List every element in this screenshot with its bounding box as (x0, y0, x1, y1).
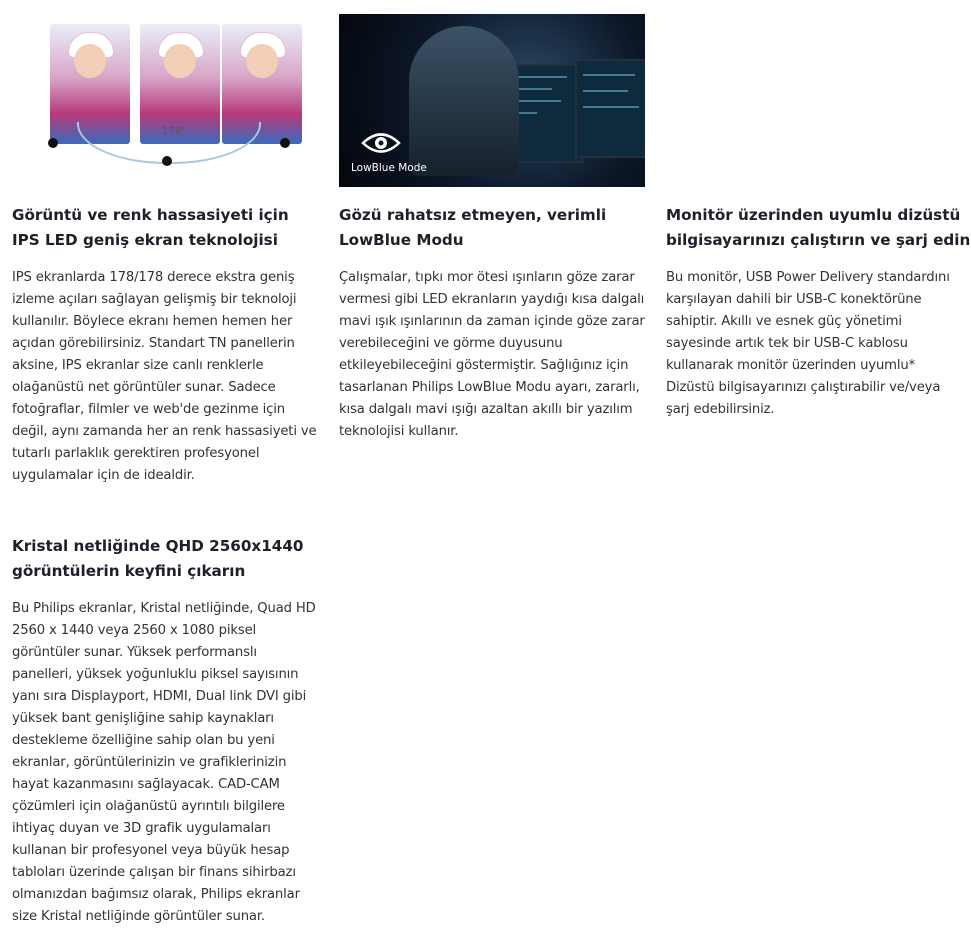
feature-description: Bu monitör, USB Power Delivery standardını karşılayan dahili bir USB-C konektörüne sahiptir. Akıllı ve esnek güç yönetimi sayesinde artık tek bir USB-C kablosu kullanarak monitör üzerinden uyumlu* Dizüstü bilgisayarınızı çalıştırabilir ve/veya şarj edebilirsiniz. (666, 270, 950, 417)
feature-title: Görüntü ve renk hassasiyeti için IPS LED geniş ekran teknolojisi (12, 206, 289, 249)
ips-viewing-angle-image (12, 14, 318, 187)
person-silhouette (409, 26, 519, 176)
viewer-icon (162, 156, 172, 166)
feature-description: Bu Philips ekranlar, Kristal netliğinde, Quad HD 2560 x 1440 veya 2560 x 1080 piksel görüntüler sunar. Yüksek performanslı panelleri, yüksek yoğunluklu piksel sayısının yanı sıra Displayport, HDMI, Dual link DVI gibi yüksek bant genişliğine sahip kaynakları destekleme özelliğine sahip olan bu yeni ekranlar, görüntülerinizin ve grafiklerinizin hayat kazanmasını sağlayacak. CAD-CAM çözümleri için olağanüstü ayrıntılı bilgilere ihtiyaç duyan ve 3D grafik uygulamaları kullanan bir profesyonel veya büyük hesap tabloları üzerinde çalışan bir finans sihirbazı olmanızdan bağımsız olarak, Philips ekranlar size Kristal netliğinde görüntüler sunar. (12, 601, 316, 924)
feature-card-usbc (666, 14, 971, 421)
lowblue-mode-label: LowBlue Mode (351, 162, 427, 174)
feature-description: Çalışmalar, tıpkı mor ötesi ışınların göze zarar vermesi gibi LED ekranların yaydığı kısa dalgalı mavi ışık ışınlarının da zaman içinde göze zarar verebileceğini ve görme duyusunu etkileyebileceğini göstermiştir. Sağlığınız için tasarlanan Philips LowBlue Modu ayarı, zararlı, kısa dalgalı mavi ışığı azaltan akıllı bir yazılım teknolojisi kullanır. (339, 270, 645, 439)
viewing-angle-label: 178° (162, 126, 187, 137)
viewer-icon (280, 138, 290, 148)
feature-title: Monitör üzerinden uyumlu dizüstü bilgisayarınızı çalıştırın ve şarj edin (666, 206, 971, 249)
feature-card-qhd (12, 534, 318, 928)
viewer-icon (48, 138, 58, 148)
feature-card-ips (12, 14, 318, 487)
feature-card-lowblue (339, 14, 645, 443)
feature-description: IPS ekranlarda 178/178 derece ekstra geniş izleme açıları sağlayan gelişmiş bir teknoloji kullanılır. Böylece ekranı hemen hemen her açıdan görebilirsiniz. Standart TN panellerin aksine, IPS ekranlar size canlı renklerle olağanüstü net görüntüler sunar. Sadece fotoğraflar, filmler ve web'de gezinme için değil, aynı zamanda her an renk hassasiyeti ve tutarlı parlaklık gerektiren profesyonel uygulamalar için de idealdir. (12, 270, 317, 483)
feature-title: Gözü rahatsız etmeyen, verimli LowBlue Modu (339, 206, 607, 249)
eye-icon (361, 130, 401, 156)
lowblue-mode-image (339, 14, 645, 187)
feature-title: Kristal netliğinde QHD 2560x1440 görüntülerin keyfini çıkarın (12, 537, 304, 580)
